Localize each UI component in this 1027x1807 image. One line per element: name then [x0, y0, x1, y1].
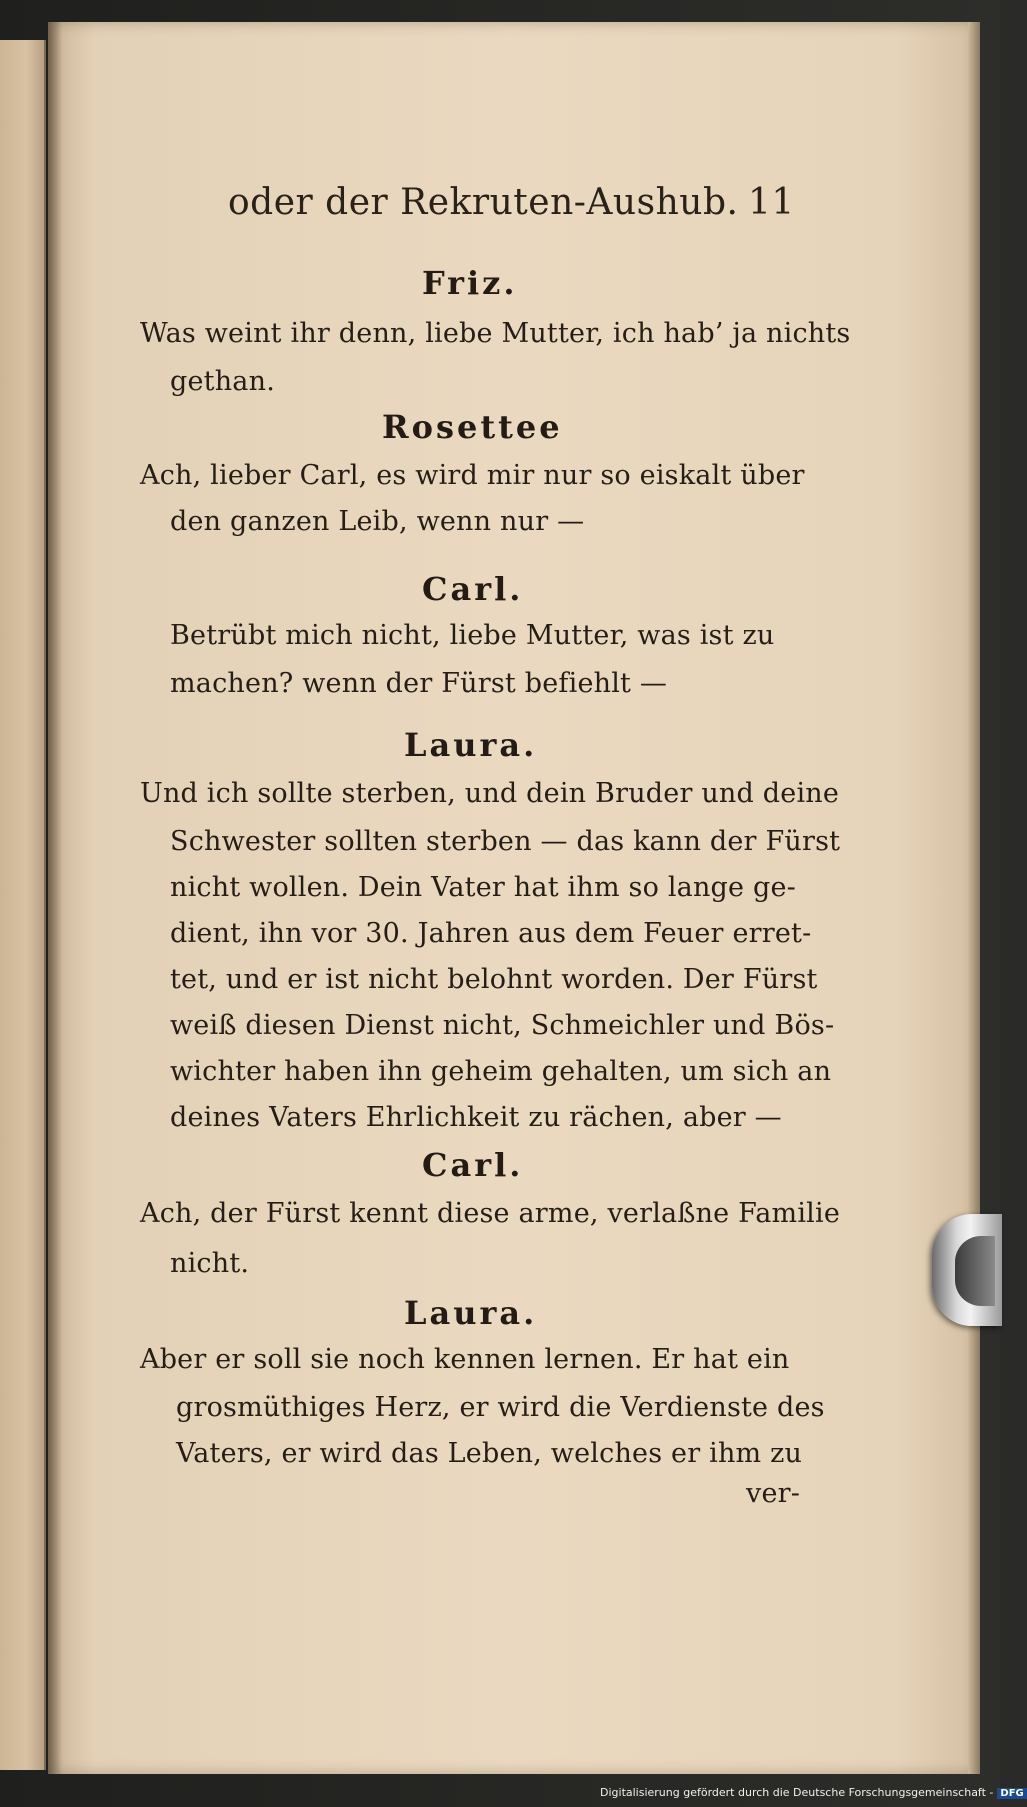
speaker-name: Laura. — [404, 1294, 538, 1332]
dfg-logo: DFG — [997, 1788, 1026, 1799]
left-page-edge — [0, 40, 46, 1770]
digitization-credit — [600, 1786, 1024, 1806]
text-line: tet, und er ist nicht belohnt worden. Der Fürst — [170, 964, 818, 995]
text-line: Betrübt mich nicht, liebe Mutter, was ist zu — [170, 620, 775, 651]
text-line: dient, ihn vor 30. Jahren aus dem Feuer erret- — [170, 918, 812, 949]
text-line: nicht wollen. Dein Vater hat ihm so lange ge- — [170, 872, 796, 903]
page-clip-inner — [955, 1236, 995, 1306]
text-line: weiß diesen Dienst nicht, Schmeichler und Bös- — [170, 1010, 835, 1041]
page-edge — [968, 22, 980, 1774]
text-line: Aber er soll sie noch kennen lernen. Er hat ein — [140, 1344, 790, 1375]
text-line: Ach, lieber Carl, es wird mir nur so eiskalt über — [140, 460, 805, 491]
speaker-name: Carl. — [422, 570, 524, 608]
running-title: oder der Rekruten-Aushub. — [228, 182, 739, 223]
text-line: den ganzen Leib, wenn nur — — [170, 506, 585, 537]
text-line: deines Vaters Ehrlichkeit zu rächen, aber — — [170, 1102, 782, 1133]
speaker-name: Rosettee — [382, 408, 563, 446]
page-gutter-shadow — [48, 22, 62, 1774]
text-line: gethan. — [170, 366, 275, 397]
page-number: 11 — [748, 182, 795, 223]
page-header — [228, 178, 795, 238]
text-line: Vaters, er wird das Leben, welches er ihm zu — [176, 1438, 803, 1469]
text-line: Ach, der Fürst kennt diese arme, verlaßne Familie — [140, 1198, 841, 1229]
speaker-name: Carl. — [422, 1146, 524, 1184]
speaker-name: Laura. — [404, 726, 538, 764]
text-line: grosmüthiges Herz, er wird die Verdienste des — [176, 1392, 825, 1423]
text-line: nicht. — [170, 1248, 250, 1279]
text-line: Und ich sollte sterben, und dein Bruder und deine — [140, 778, 840, 809]
text-line: wichter haben ihn geheim gehalten, um sich an — [170, 1056, 832, 1087]
catchword: ver- — [746, 1478, 801, 1509]
speaker-name: Friz. — [422, 264, 518, 302]
credit-text: Digitalisierung gefördert durch die Deutsche Forschungsgemeinschaft - — [600, 1786, 994, 1799]
text-line: Was weint ihr denn, liebe Mutter, ich hab’ ja nichts — [140, 318, 851, 349]
text-line: machen? wenn der Fürst befiehlt — — [170, 668, 668, 699]
text-line: Schwester sollten sterben — das kann der Fürst — [170, 826, 841, 857]
